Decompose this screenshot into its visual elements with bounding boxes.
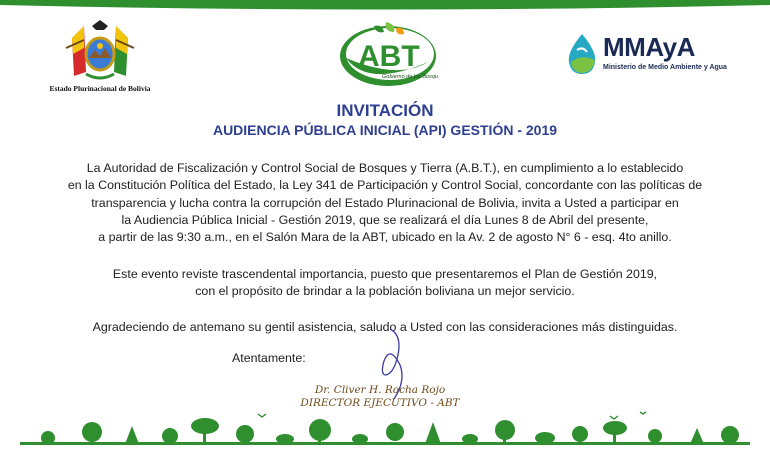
body-line: la Audiencia Pública Inicial - Gestión 2019, que se realizará el día Lunes 8 de Abril del presente, — [121, 212, 649, 227]
body-line: con el propósito de brindar a la población boliviana un mejor servicio. — [195, 284, 575, 299]
body-line: Agradeciendo de antemano su gentil asistencia, saludo a Usted con las consideraciones más distinguidas. — [92, 320, 678, 334]
abt-logo-icon — [338, 18, 438, 90]
body-paragraph-1 — [40, 160, 730, 246]
body-line: Este evento reviste trascendental importancia, puesto que presentaremos el Plan de Gestión 2019, — [112, 267, 658, 281]
abt-logo — [338, 18, 438, 90]
signer-name: Dr. Cliver H. Rocha Rojo — [314, 384, 446, 396]
abt-logo-name: ABT — [358, 40, 420, 73]
mmaya-logo — [565, 30, 735, 80]
signer-position: DIRECTOR EJECUTIVO - ABT — [300, 396, 460, 409]
forest-silhouette-border — [0, 408, 770, 450]
mmaya-name: MMAyA — [603, 32, 695, 62]
body-line: a partir de las 9:30 a.m., en el Salón Mara de la ABT, ubicado en la Av. 2 de agosto N° 6 - esq. 4to anillo. — [98, 230, 672, 245]
invitation-subtitle: AUDIENCIA PÚBLICA INICIAL (API) GESTIÓN - 2019 — [212, 122, 558, 138]
body-line: en la Constitución Política del Estado, la Ley 341 de Participación y Control Social, concordante con las políticas de — [67, 178, 703, 193]
mmaya-drop-icon — [565, 32, 599, 76]
body-line: La Autoridad de Fiscalización y Control Social de Bosques y Tierra (A.B.T.), en cumplimiento a lo establecido — [86, 161, 684, 175]
top-green-banner — [0, 0, 770, 16]
body-line: transparencia y lucha contra la corrupción del Estado Plurinacional de Bolivia, invita a Usted a participar en — [91, 195, 679, 210]
mmaya-subtitle: Ministerio de Medio Ambiente y Agua — [603, 64, 727, 71]
bolivia-caption: Estado Plurinacional de Bolivia — [49, 84, 151, 93]
bolivia-logo — [40, 18, 160, 94]
body-paragraph-2 — [40, 266, 730, 301]
invitation-title: INVITACIÓN — [336, 101, 434, 120]
bolivia-coat-of-arms-icon — [62, 18, 138, 82]
closing-salutation: Atentamente: — [232, 351, 306, 365]
signer-block — [280, 384, 480, 409]
abt-logo-tagline: Gobierno de los Bosques — [382, 74, 438, 80]
